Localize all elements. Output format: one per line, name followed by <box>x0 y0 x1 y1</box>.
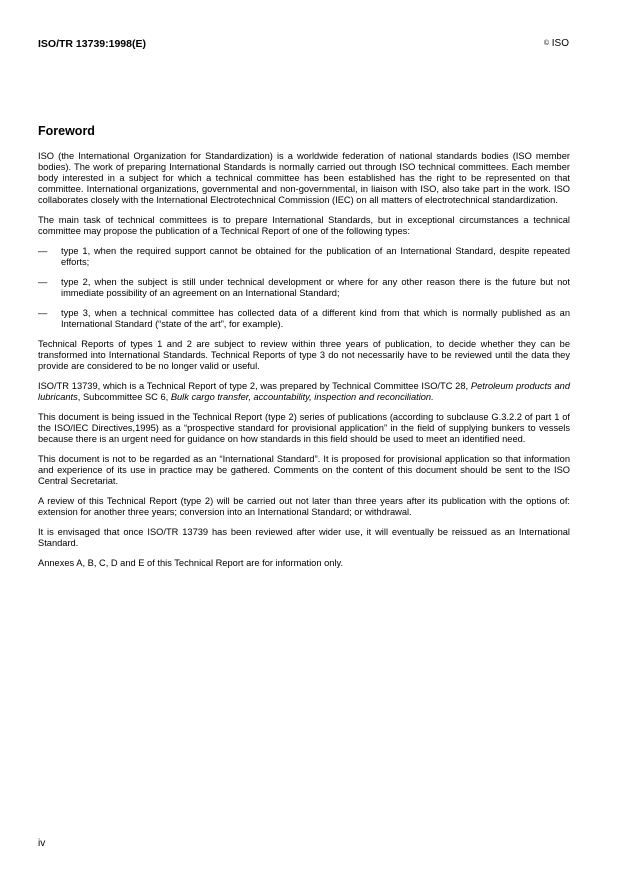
dash-bullet: — <box>38 277 48 287</box>
committee-title: Petroleum products and lubricants <box>38 381 570 402</box>
copyright-symbol: © <box>543 40 549 47</box>
page-number: iv <box>38 838 46 849</box>
paragraph-technical-committees: The main task of technical committees is to prepare International Standards, but in exceptional circumstances a technical committee may propose the publication of a Technical Report of one of the following types: <box>38 215 570 236</box>
list-item-text: type 3, when a technical committee has collected data of a different kind from that which is normally published as an International Standard (“state of the art”, for example). <box>61 308 570 329</box>
list-item-type-2 <box>38 277 570 299</box>
subcommittee-title: Bulk cargo transfer, accountability, inspection and reconciliation. <box>170 392 434 402</box>
paragraph-reissue: It is envisaged that once ISO/TR 13739 has been reviewed after wider use, it will eventually be reissued as an International Standard. <box>38 527 570 548</box>
list-item-type-1 <box>38 246 570 268</box>
preparation-text-a: ISO/TR 13739, which is a Technical Report of type 2, was prepared by Technical Committee ISO/TC 28, <box>38 381 471 391</box>
paragraph-review-schedule: A review of this Technical Report (type 2) will be carried out not later than three years after its publication with the options of: extension for another three years; conversion into an International Standard; or withdrawal. <box>38 496 570 517</box>
dash-bullet: — <box>38 308 48 318</box>
paragraph-iso-intro: ISO (the International Organization for Standardization) is a worldwide federation of national standards bodies (ISO member bodies). The work of preparing International Standards is normally carried out through ISO technical committees. Each member body interested in a subject for which a technical committee has been established has the right to be represented on that committee. International organizations, governmental and non-governmental, in liaison with ISO, also take part in the work. ISO collaborates closely with the International Electrotechnical Commission (IEC) on all matters of electrotechnical standardization. <box>38 151 570 205</box>
list-item-text: type 2, when the subject is still under technical development or where for any other reason there is the future but not immediate possibility of an agreement on an International Standard; <box>61 277 570 298</box>
dash-bullet: — <box>38 246 48 256</box>
list-item-text: type 1, when the required support cannot be obtained for the publication of an International Standard, despite repeated efforts; <box>61 246 570 267</box>
copyright-notice <box>544 38 569 49</box>
paragraph-annexes: Annexes A, B, C, D and E of this Technical Report are for information only. <box>38 558 344 568</box>
document-id: ISO/TR 13739:1998(E) <box>38 38 146 50</box>
preparation-text-c: , Subcommittee SC 6, <box>77 392 171 402</box>
foreword-title: Foreword <box>38 124 95 138</box>
copyright-org: ISO <box>551 38 569 49</box>
paragraph-review-types: Technical Reports of types 1 and 2 are subject to review within three years of publication, to decide whether they can be transformed into International Standards. Technical Reports of type 3 do not necessarily have to be reviewed until the data they provide are considered to be no longer valid or useful. <box>38 339 570 371</box>
list-item-type-3 <box>38 308 570 330</box>
paragraph-issuance: This document is being issued in the Technical Report (type 2) series of publications (according to subclause G.3.2.2 of part 1 of the ISO/IEC Directives,1995) as a “prospective standard for provisional application” in the field of supplying bunkers to vessels because there is an urgent need for guidance on how standards in this field should be used to meet an identified need. <box>38 412 570 444</box>
paragraph-preparation <box>38 381 570 403</box>
paragraph-not-standard: This document is not to be regarded as an “International Standard”. It is proposed for provisional application so that information and experience of its use in practice may be gathered. Comments on the content of this document should be sent to the ISO Central Secretariat. <box>38 454 570 486</box>
foreword-section <box>38 124 570 578</box>
